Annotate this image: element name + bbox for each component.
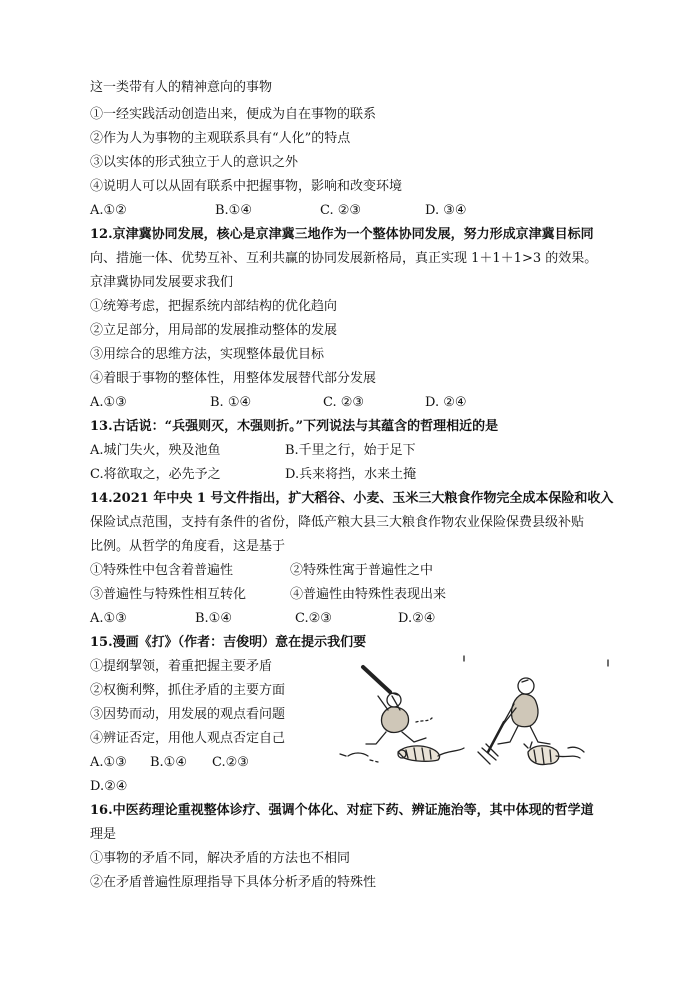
q15-option-3: ③因势而动，用发展的观点看问题 xyxy=(90,707,286,722)
q15-option-4: ④辨证否定，用他人观点否定自己 xyxy=(90,731,286,746)
q12-stem-line-3: 京津冀协同发展要求我们 xyxy=(90,275,234,290)
q11-option-1: ①一经实践活动创造出来，便成为自在事物的联系 xyxy=(90,107,377,122)
q11-option-2: ②作为人为事物的主观联系具有“人化”的特点 xyxy=(90,131,351,146)
q15-choice-d: D.②④ xyxy=(90,779,128,794)
q12-choice-c: C. ②③ xyxy=(323,395,365,410)
cartoon-image xyxy=(318,652,614,772)
q13-choice-a: A.城门失火，殃及池鱼 xyxy=(90,443,221,458)
q14-choice-d: D.②④ xyxy=(398,611,436,626)
q13-stem: 13.古话说：“兵强则灭，木强则折。”下列说法与其蕴含的哲理相近的是 xyxy=(90,419,499,434)
q13-choice-c: C.将欲取之，必先予之 xyxy=(90,467,221,482)
q15-option-1: ①提纲挈领，着重把握主要矛盾 xyxy=(90,659,273,674)
q13-choice-b: B.千里之行，始于足下 xyxy=(285,443,416,458)
q12-choice-d: D. ②④ xyxy=(425,395,467,410)
q15-stem: 15.漫画《打》（作者：吉俊明）意在提示我们要 xyxy=(90,635,367,650)
q16-stem-line-2: 理是 xyxy=(90,827,117,842)
q11-choice-c: C. ②③ xyxy=(320,203,362,218)
q11-choice-a: A.①② xyxy=(90,203,127,218)
q14-stem-line-1: 14.2021 年中央 1 号文件指出，扩大稻谷、小麦、玉米三大粮食作物完全成本保险和收入 xyxy=(90,491,614,506)
q12-option-2: ②立足部分，用局部的发展推动整体的发展 xyxy=(90,323,338,338)
q12-choice-a: A.①③ xyxy=(90,395,127,410)
q14-option-1: ①特殊性中包含着普遍性 xyxy=(90,563,234,578)
q14-option-3: ③普遍性与特殊性相互转化 xyxy=(90,587,247,602)
q12-option-3: ③用综合的思维方法，实现整体最优目标 xyxy=(90,347,325,362)
q11-option-3: ③以实体的形式独立于人的意识之外 xyxy=(90,155,299,170)
q14-choice-b: B.①④ xyxy=(195,611,232,626)
q15-option-2: ②权衡利弊，抓住矛盾的主要方面 xyxy=(90,683,286,698)
q12-option-4: ④着眼于事物的整体性，用整体发展替代部分发展 xyxy=(90,371,377,386)
q14-option-4: ④普遍性由特殊性表现出来 xyxy=(290,587,447,602)
q14-choice-c: C.②③ xyxy=(295,611,332,626)
q12-stem-line-1: 12.京津冀协同发展，核心是京津冀三地作为一个整体协同发展，努力形成京津冀目标同 xyxy=(90,227,594,242)
q14-option-2: ②特殊性寓于普遍性之中 xyxy=(290,563,434,578)
q12-stem-line-2: 向、措施一体、优势互补、互利共赢的协同发展新格局，真正实现 1＋1＋1>3 的效果。 xyxy=(90,251,598,266)
q12-option-1: ①统筹考虑，把握系统内部结构的优化趋向 xyxy=(90,299,338,314)
q16-option-2: ②在矛盾普遍性原理指导下具体分析矛盾的特殊性 xyxy=(90,875,377,890)
q11-stem-tail: 这一类带有人的精神意向的事物 xyxy=(90,80,273,95)
q15-choice-a: A.①③ xyxy=(90,755,127,770)
q13-choice-d: D.兵来将挡，水来土掩 xyxy=(285,467,417,482)
q12-choice-b: B. ①④ xyxy=(210,395,252,410)
q14-stem-line-2: 保险试点范围，支持有条件的省份，降低产粮大县三大粮食作物农业保险保费县级补贴 xyxy=(90,515,585,530)
q11-option-4: ④说明人可以从固有联系中把握事物，影响和改变环境 xyxy=(90,179,403,194)
q11-choice-d: D. ③④ xyxy=(425,203,467,218)
q16-stem-line-1: 16.中医药理论重视整体诊疗、强调个体化、对症下药、辨证施治等，其中体现的哲学道 xyxy=(90,803,594,818)
q15-choice-c: C.②③ xyxy=(212,755,249,770)
q11-choice-b: B.①④ xyxy=(215,203,252,218)
q14-stem-line-3: 比例。从哲学的角度看，这是基于 xyxy=(90,539,286,554)
q14-choice-a: A.①③ xyxy=(90,611,127,626)
q15-choice-b: B.①④ xyxy=(150,755,187,770)
q16-option-1: ①事物的矛盾不同，解决矛盾的方法也不相同 xyxy=(90,851,351,866)
